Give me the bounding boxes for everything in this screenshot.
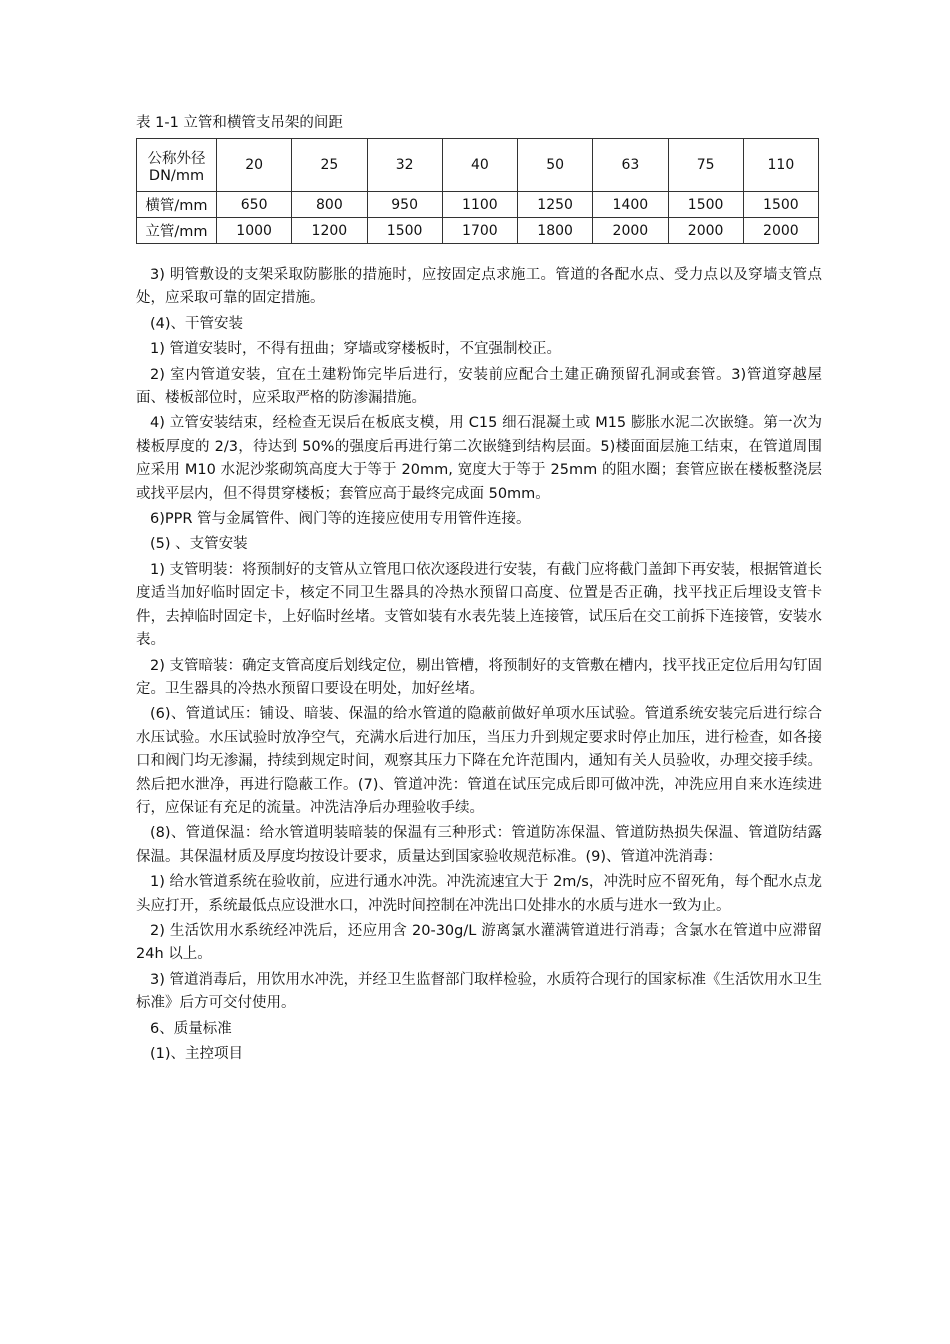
table-header-cell: 110 bbox=[743, 139, 818, 192]
paragraph: 4) 立管安装结束，经检查无误后在板底支模，用 C15 细石混凝土或 M15 膨胀水泥二次嵌缝。第一次为楼板厚度的 2/3，待达到 50%的强度后再进行第二次嵌缝到结构层面。5)楼面面层施工结束，在管道周围应采用 M10 水泥沙浆砌筑高度大于等于 20mm, 宽度大于等于 25mm 的阻水圈；套管应嵌在楼板整浇层或找平层内，但不得贯穿楼板；套管应高于最终完成面 50mm。 bbox=[136, 415, 822, 502]
table-cell: 1100 bbox=[442, 192, 517, 218]
paragraph: 1) 给水管道系统在验收前，应进行通水冲洗。冲洗流速宜大于 2m/s，冲洗时应不留死角，每个配水点龙头应打开，系统最低点应设泄水口，冲洗时间控制在冲洗出口处排水的水质与进水一致为止。 bbox=[136, 874, 822, 914]
paragraph: (8)、管道保温：给水管道明装暗装的保温有三种形式：管道防冻保温、管道防热损失保温、管道防结露保温。其保温材质及厚度均按设计要求，质量达到国家验收规范标准。(9)、管道冲洗消毒： bbox=[136, 825, 822, 865]
table-cell: 1700 bbox=[442, 218, 517, 244]
table-header-cell: 75 bbox=[668, 139, 743, 192]
table-header-cell: 50 bbox=[518, 139, 593, 192]
table-row-label: 横管/mm bbox=[137, 192, 217, 218]
table-cell: 1500 bbox=[743, 192, 818, 218]
section-heading: (4)、干管安装 bbox=[150, 315, 244, 332]
table-header-cell: 公称外径 DN/mm bbox=[137, 139, 217, 192]
section-heading: 6、质量标准 bbox=[150, 1020, 232, 1037]
table-cell: 650 bbox=[217, 192, 292, 218]
table-cell: 1400 bbox=[593, 192, 668, 218]
table-cell: 2000 bbox=[668, 218, 743, 244]
paragraph: 3) 管道消毒后，用饮用水冲洗，并经卫生监督部门取样检验，水质符合现行的国家标准《生活饮用水卫生标准》后方可交付使用。 bbox=[136, 971, 822, 1012]
table-cell: 800 bbox=[292, 192, 367, 218]
table-row bbox=[137, 218, 819, 244]
table-cell: 950 bbox=[367, 192, 442, 218]
table-cell: 1000 bbox=[217, 218, 292, 244]
table-cell: 1800 bbox=[518, 218, 593, 244]
paragraph: 3) 明管敷设的支架采取防膨胀的措施时，应按固定点求施工。管道的各配水点、受力点以及穿墙支管点处，应采取可靠的固定措施。 bbox=[136, 267, 822, 307]
table-header-cell: 32 bbox=[367, 139, 442, 192]
table-cell: 2000 bbox=[593, 218, 668, 244]
paragraph: 2) 室内管道安装，宜在土建粉饰完毕后进行，安装前应配合土建正确预留孔洞或套管。3)管道穿越屋面、楼板部位时，应采取严格的防渗漏措施。 bbox=[136, 366, 822, 407]
table-cell: 1500 bbox=[367, 218, 442, 244]
paragraph: 1) 支管明装：将预制好的支管从立管甩口依次逐段进行安装，有截门应将截门盖卸下再安装，根据管道长度适当加好临时固定卡，核定不同卫生器具的冷热水预留口高度、位置是否正确，找平找正后埋设支管卡件，去掉临时固定卡，上好临时丝堵。支管如装有水表先装上连接管，试压后在交工前拆下连接管，安装水表。 bbox=[136, 561, 822, 649]
table-cell: 1200 bbox=[292, 218, 367, 244]
table-header-cell: 63 bbox=[593, 139, 668, 192]
section-heading: (1)、主控项目 bbox=[150, 1046, 244, 1062]
table-cell: 1500 bbox=[668, 192, 743, 218]
table-cell: 1250 bbox=[518, 192, 593, 218]
body-text bbox=[136, 264, 822, 1066]
paragraph: 2) 支管暗装：确定支管高度后划线定位，剔出管槽，将预制好的支管敷在槽内，找平找正定位后用勾钉固定。卫生器具的冷热水预留口要设在明处，加好丝堵。 bbox=[136, 657, 822, 697]
table-cell: 2000 bbox=[743, 218, 818, 244]
paragraph: 2) 生活饮用水系统经冲洗后，还应用含 20-30g/L 游离氯水灌满管道进行消毒；含氯水在管道中应滞留 24h 以上。 bbox=[136, 922, 822, 963]
support-spacing-table bbox=[136, 138, 819, 244]
document-page bbox=[136, 112, 822, 1068]
table-header-cell: 40 bbox=[442, 139, 517, 192]
table-row-label: 立管/mm bbox=[137, 218, 217, 244]
paragraph: (6)、管道试压：铺设、暗装、保温的给水管道的隐蔽前做好单项水压试验。管道系统安装完后进行综合水压试验。水压试验时放净空气，充满水后进行加压，当压力升到规定要求时停止加压，进行检查，如各接口和阀门均无渗漏，持续到规定时间，观察其压力下降在允许范围内，通知有关人员验收，办理交接手续。然后把水泄净，再进行隐蔽工作。(7)、管道冲洗：管道在试压完成后即可做冲洗，冲洗应用自来水连续进行，应保证有充足的流量。冲洗洁净后办理验收手续。 bbox=[136, 706, 822, 816]
table-row bbox=[137, 192, 819, 218]
table-caption: 表 1-1 立管和横管支吊架的间距 bbox=[136, 115, 343, 131]
paragraph: 1) 管道安装时，不得有扭曲；穿墙或穿楼板时，不宜强制校正。 bbox=[150, 341, 561, 358]
table-header-row bbox=[137, 139, 819, 192]
table-header-cell: 20 bbox=[217, 139, 292, 192]
paragraph: 6)PPR 管与金属管件、阀门等的连接应使用专用管件连接。 bbox=[150, 511, 531, 528]
section-heading: (5) 、支管安装 bbox=[150, 536, 248, 553]
table-header-cell: 25 bbox=[292, 139, 367, 192]
